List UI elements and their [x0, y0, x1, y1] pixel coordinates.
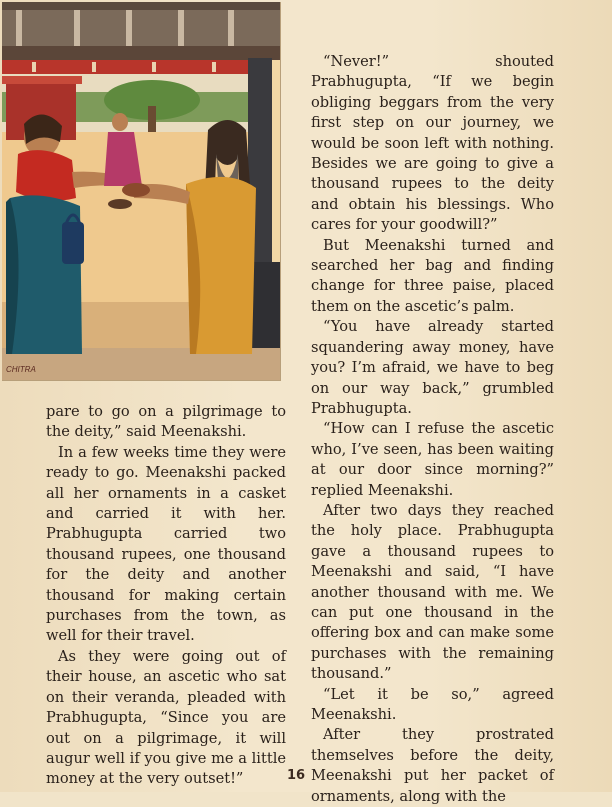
- paragraph: In a few weeks time they were ready to go. Meenakshi packed all her ornaments in a casket and carried it with her. Prabhugupta carried two thousand rupees, one thousand for the deity and another thousand for making certain purchases from the town, as well for their travel.: [46, 443, 286, 645]
- paragraph: After they prostrated themselves before the deity, Meenakshi put her packet of ornaments, along with the: [311, 726, 554, 805]
- left-text-column: [46, 402, 286, 790]
- illustration-artwork: [2, 2, 280, 380]
- paragraph: “Never!” shouted Prabhugupta, “If we begin obliging beggars from the very first step on our journey, we would be soon left with nothing. Besides we are going to give a thousand rupees to the deity and obtain his blessings. Who cares for your goodwill?”: [311, 53, 554, 234]
- paragraph: “Let it be so,” agreed Meenakshi.: [311, 685, 554, 723]
- paragraph: But Meenakshi turned and searched her bag and finding change for three paise, placed them on the ascetic’s palm.: [311, 236, 554, 315]
- right-text-column: [311, 52, 554, 807]
- page-number: 16: [286, 768, 306, 783]
- story-illustration: [2, 2, 281, 381]
- paragraph: As they were going out of their house, an ascetic who sat on their veranda, pleaded with Prabhugupta, “Since you are out on a pilgrimage, it will augur well if you give me a little money at the very outset!”: [46, 647, 286, 788]
- paragraph: “You have already started squandering away money, have you? I’m afraid, we have to beg on our way back,” grumbled Prabhugupta.: [311, 318, 554, 417]
- artist-signature: CHITRA: [6, 365, 36, 374]
- paragraph: “How can I refuse the ascetic who, I’ve seen, has been waiting at our door since morning?” replied Meenakshi.: [311, 420, 554, 499]
- paragraph: pare to go on a pilgrimage to the deity,” said Meenakshi.: [46, 403, 286, 441]
- paragraph: After two days they reached the holy place. Prabhugupta gave a thousand rupees to Meenakshi and said, “I have another thousand with me. We can put one thousand in the offering box and can make some purchases with the remaining thousand.”: [311, 501, 554, 683]
